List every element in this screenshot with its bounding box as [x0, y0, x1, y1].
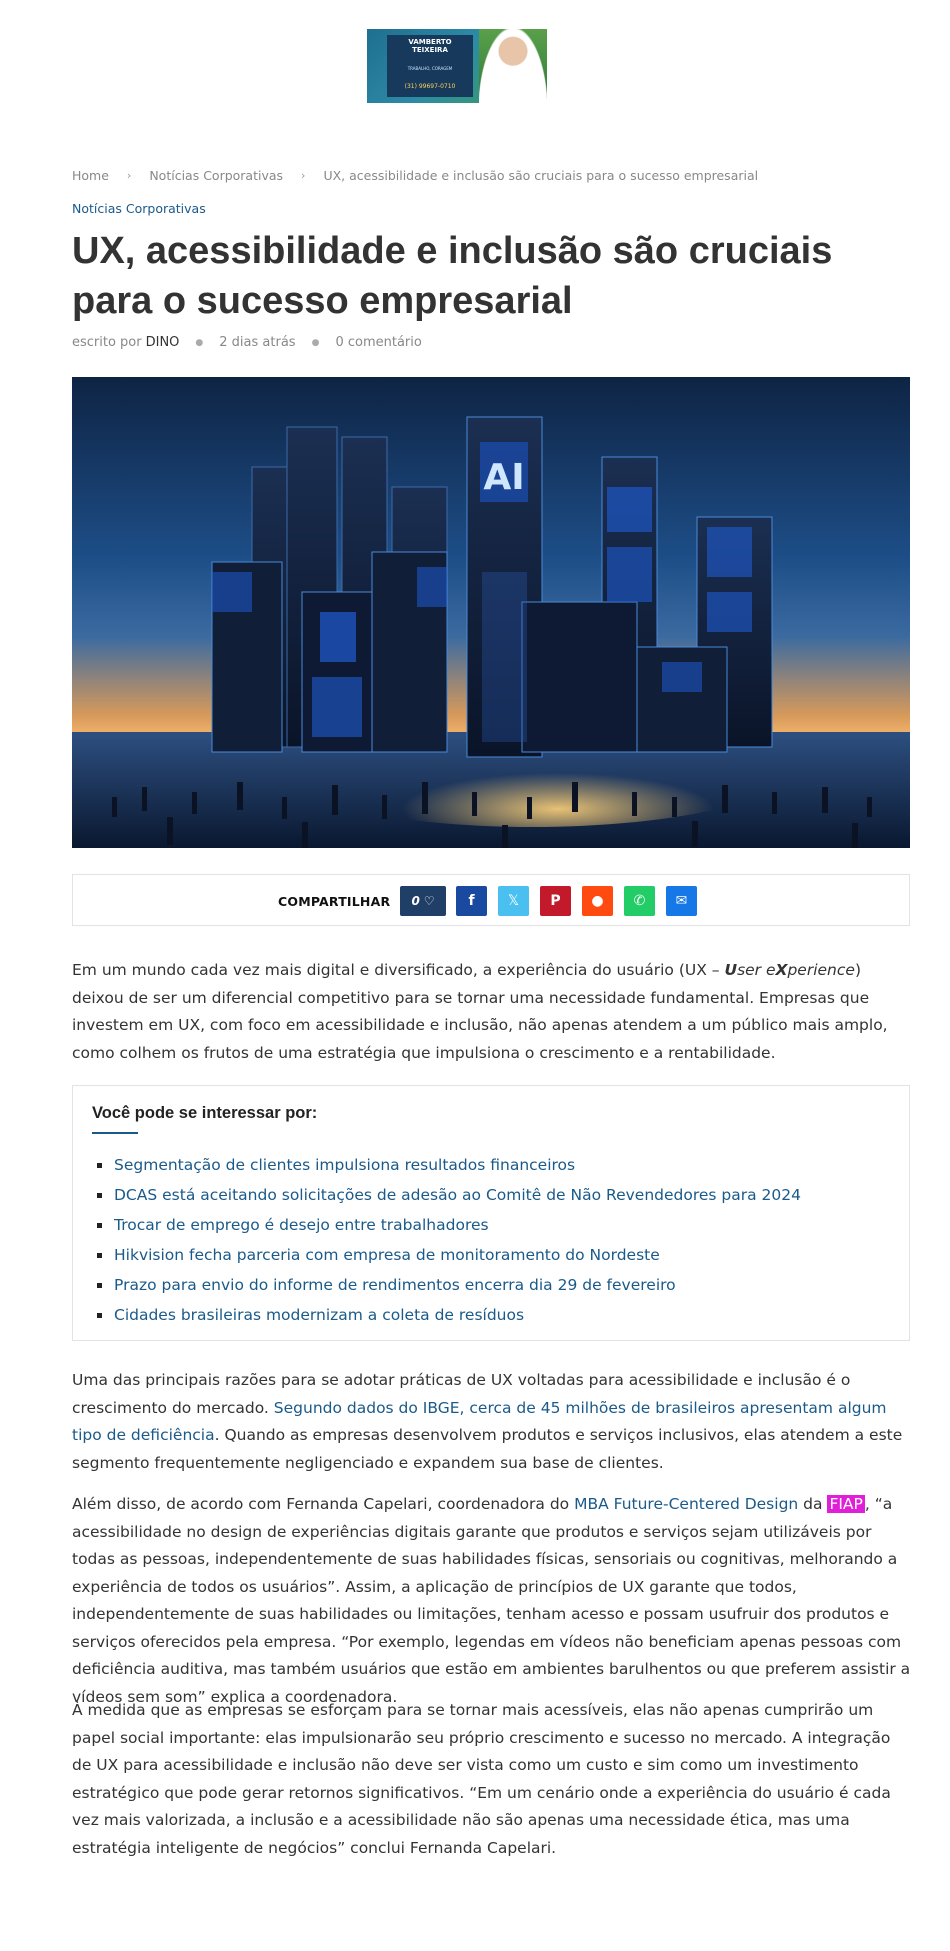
bullet-icon: [97, 1223, 102, 1228]
post-date: 2 dias atrás: [219, 335, 296, 350]
facebook-icon: f: [468, 893, 475, 909]
pinterest-icon: P: [550, 893, 561, 909]
bullet-icon: [97, 1193, 102, 1198]
fiap-highlight: FIAP: [829, 1495, 863, 1513]
share-email-button[interactable]: [666, 886, 697, 916]
email-icon: ✉: [675, 893, 688, 909]
article-paragraph-4: À medida que as empresas se esforçam para se tornar mais acessíveis, elas não apenas cumprirão um papel social importante: elas impulsionarão seu próprio crescimento e sucesso no mercado. A integração de UX para acessibilidade e inclusão não deve ser vista como um custo e sim como um investimento estratégico que pode gerar retornos significativos. “Em um cenário onde a experiência do usuário é cada vez mais valorizada, a inclusão e a acessibilidade não são apenas uma necessidade ética, mas uma estratégia inteligente de negócios” conclui Fernanda Capelari.: [72, 1701, 891, 1857]
like-button[interactable]: [400, 886, 446, 916]
hero-image: [72, 377, 910, 848]
share-bar: [72, 874, 910, 926]
banner-ad[interactable]: [367, 29, 547, 103]
share-facebook-button[interactable]: [456, 886, 487, 916]
related-item[interactable]: Segmentação de clientes impulsiona resultados financeiros: [97, 1150, 801, 1180]
dot-separator: ●: [311, 337, 320, 348]
share-reddit-button[interactable]: [582, 886, 613, 916]
written-by-label: escrito por: [72, 335, 142, 350]
x-icon: 𝕏: [507, 893, 520, 909]
article-meta: [72, 335, 422, 350]
reddit-icon: ●: [591, 893, 604, 909]
share-x-button[interactable]: [498, 886, 529, 916]
share-label: COMPARTILHAR: [278, 894, 391, 909]
banner-phone: (31) 99697-0710: [404, 83, 456, 90]
article-paragraph-3: Além disso, de acordo com Fernanda Capelari, coordenadora do MBA Future-Centered Design da FIAP , “a acessibilidade no design de experiências digitais garante que produtos e serviços sejam utilizáveis por todas as pessoas, independentemente de suas habilidades físicas, sensoriais ou cognitivas, melhorando a experiência de todos os usuários”. Assim, a aplicação de princípios de UX garante que todos, independentemente de suas habilidades ou limitações, tenham acesso e possam usufruir dos produtos e serviços oferecidos pela empresa. “Por exemplo, legendas em vídeos não beneficiam apenas pessoas com deficiência auditiva, mas também usuários que estão em ambientes barulhentos ou que preferem assistir a vídeos sem som” explica a coordenadora.: [72, 1495, 911, 1706]
category-link[interactable]: Notícias Corporativas: [72, 201, 206, 216]
related-item[interactable]: Cidades brasileiras modernizam a coleta de resíduos: [97, 1300, 801, 1330]
chevron-right-icon: ›: [126, 168, 132, 182]
article-paragraph-1: Em um mundo cada vez mais digital e diversificado, a experiência do usuário (UX – User eXperience) deixou de ser um diferencial competitivo para se tornar uma necessidade fundamental. Empresas que investem em UX, com foco em acessibilidade e inclusão, não apenas atendem a um público mais amplo, como colhem os frutos de uma estratégia que impulsiona o crescimento e a rentabilidade.: [72, 961, 888, 1062]
bullet-icon: [97, 1313, 102, 1318]
bullet-icon: [97, 1163, 102, 1168]
author-link[interactable]: DINO: [145, 335, 180, 350]
related-item[interactable]: DCAS está aceitando solicitações de adesão ao Comitê de Não Revendedores para 2024: [97, 1180, 801, 1210]
related-item[interactable]: Prazo para envio do informe de rendimentos encerra dia 29 de fevereiro: [97, 1270, 801, 1300]
like-count: 0: [411, 894, 420, 908]
heart-icon: ♡: [423, 894, 435, 908]
share-pinterest-button[interactable]: [540, 886, 571, 916]
dot-separator: ●: [195, 337, 204, 348]
ibge-link[interactable]: Segundo dados do IBGE, cerca de 45 milhões de brasileiros apresentam algum tipo de deficiência: [72, 1398, 887, 1444]
breadcrumb-home[interactable]: Home: [72, 167, 109, 183]
bullet-icon: [97, 1253, 102, 1258]
article-title: UX, acessibilidade e inclusão são cruciais para o sucesso empresarial: [72, 230, 833, 322]
hero-illustration: [72, 377, 910, 848]
breadcrumb-category[interactable]: Notícias Corporativas: [149, 167, 284, 183]
related-title-underline: [92, 1132, 138, 1134]
article-paragraph-2: Uma das principais razões para se adotar práticas de UX voltadas para acessibilidade e inclusão é o crescimento do mercado. Segundo dados do IBGE, cerca de 45 milhões de brasileiros apresentam algum tipo de deficiência. Quando as empresas desenvolvem produtos e serviços inclusivos, elas atendem a este segmento frequentemente negligenciado e expandem sua base de clientes.: [72, 1371, 903, 1472]
breadcrumb: [72, 165, 758, 185]
whatsapp-icon: ✆: [633, 893, 646, 909]
ai-sign: AI: [483, 457, 525, 498]
chevron-right-icon: ›: [301, 168, 306, 182]
bullet-icon: [97, 1283, 102, 1288]
banner-photo: [479, 29, 547, 103]
related-item[interactable]: Trocar de emprego é desejo entre trabalhadores: [97, 1210, 801, 1240]
mba-link[interactable]: MBA Future-Centered Design: [574, 1495, 799, 1513]
banner-name: VAMBERTO TEIXEIRA: [408, 38, 452, 54]
breadcrumb-current: UX, acessibilidade e inclusão são cruciais para o sucesso empresarial: [323, 167, 759, 183]
related-title: Você pode se interessar por:: [92, 1104, 318, 1122]
related-articles-box: [72, 1085, 910, 1341]
related-item[interactable]: Hikvision fecha parceria com empresa de monitoramento do Nordeste: [97, 1240, 801, 1270]
comments-link[interactable]: 0 comentário: [335, 335, 422, 350]
banner-slogan: TRABALHO, CORAGEM: [407, 66, 453, 71]
share-whatsapp-button[interactable]: [624, 886, 655, 916]
related-list: [97, 1150, 801, 1330]
